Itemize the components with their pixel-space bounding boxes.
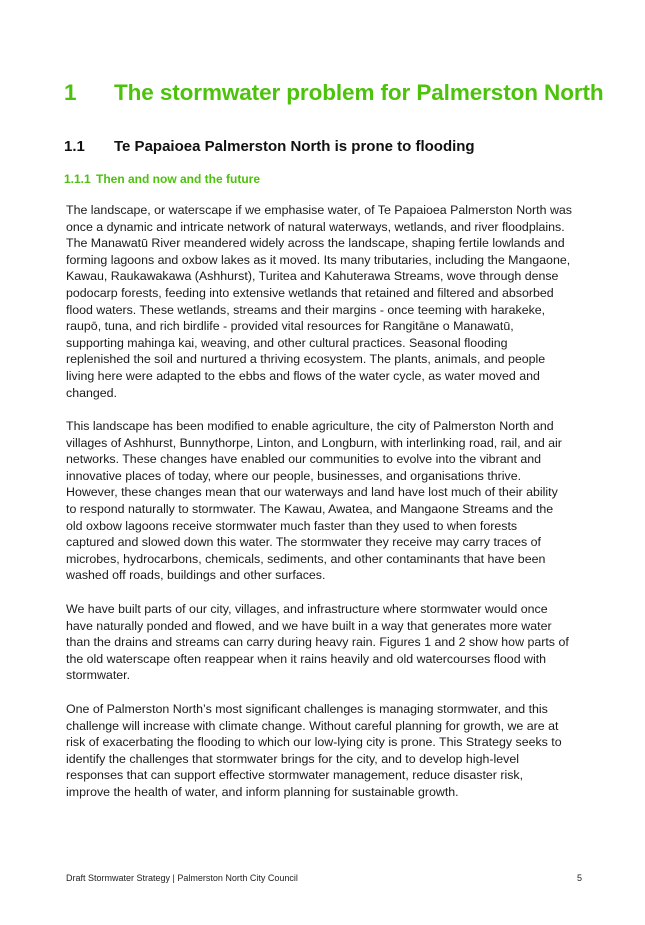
paragraph-line: than the drains and streams can carry during heavy rain. Figures 1 and 2 show how parts of: [66, 635, 569, 650]
paragraph-line: podocarp forests, feeding into extensive wetlands that retained and filtered and absorbed: [66, 285, 554, 300]
paragraph-line: However, these changes mean that our waterways and land have lost much of their ability: [66, 485, 558, 500]
paragraph-line: improve the health of water, and inform planning for sustainable growth.: [66, 784, 459, 799]
paragraph-line: The Manawatū River meandered widely across the landscape, shaping fertile lowlands and: [66, 236, 565, 251]
paragraph-line: identify the challenges that stormwater brings for the city, and to develop high-level: [66, 751, 519, 766]
heading-level-2: [64, 138, 475, 155]
paragraph-line: old oxbow lagoons receive stormwater much faster than they used to when forests: [66, 518, 518, 533]
page-number: 5: [576, 873, 582, 883]
paragraph: [66, 701, 596, 801]
paragraph: [66, 418, 596, 584]
paragraph-line: We have built parts of our city, villages, and infrastructure where stormwater would once: [66, 602, 548, 616]
heading-number: 1.1.1: [64, 172, 91, 186]
paragraph-line: microbes, hydrocarbons, chemicals, sediments, and other contaminants that have been: [66, 551, 546, 566]
paragraph-line: Kawau, Raukawakawa (Ashhurst), Turitea and Kahuterawa Streams, wove through dense: [66, 269, 559, 284]
paragraph-line: This landscape has been modified to enable agriculture, the city of Palmerston North and: [66, 419, 554, 433]
paragraph: [66, 202, 596, 401]
paragraph-line: forming lagoons and oxbow lakes as it moved. Its many tributaries, including the Mangaone,: [66, 252, 571, 267]
paragraph-line: changed.: [66, 385, 117, 400]
paragraph-line: stormwater.: [66, 668, 131, 683]
footer-title: Draft Stormwater Strategy | Palmerston North City Council: [66, 873, 298, 883]
heading-text: Te Papaioea Palmerston North is prone to flooding: [114, 138, 475, 155]
paragraph-line: One of Palmerston North’s most significant challenges is managing stormwater, and this: [66, 702, 548, 716]
paragraph-line: responses that can support effective stormwater management, reduce disaster risk,: [66, 768, 524, 783]
heading-text: Then and now and the future: [96, 172, 260, 186]
heading-number: 1: [64, 80, 77, 105]
heading-level-1: [64, 80, 604, 106]
paragraph-line: the old waterscape often reappear when it rains heavily and old watercourses flood with: [66, 651, 547, 666]
paragraph-line: The landscape, or waterscape if we emphasise water, of Te Papaioea Palmerston North was: [66, 203, 572, 217]
paragraph-line: supporting mahinga kai, weaving, and other cultural practices. Seasonal flooding: [66, 335, 508, 350]
paragraph: [66, 601, 596, 684]
paragraph-line: networks. These changes have enabled our communities to evolve into the vibrant and: [66, 452, 542, 467]
heading-text: The stormwater problem for Palmerston North: [114, 80, 604, 105]
paragraph-line: risk of exacerbating the flooding to which our low-lying city is prone. This Strategy seeks to: [66, 735, 562, 750]
paragraph-line: living here were adapted to the ebbs and flows of the water cycle, as water moved and: [66, 368, 540, 383]
paragraph-line: replenished the soil and nurtured a thriving ecosystem. The plants, animals, and people: [66, 352, 546, 367]
paragraph-line: once a dynamic and intricate network of natural waterways, wetlands, and river floodplains.: [66, 219, 565, 234]
paragraph-line: villages of Ashhurst, Bunnythorpe, Linton, and Longburn, with interlinking road, rail, and air: [66, 435, 562, 450]
paragraph-line: innovative places of today, where our people, businesses, and organisations thrive.: [66, 468, 522, 483]
page-footer: [66, 873, 582, 883]
heading-number: 1.1: [64, 138, 85, 155]
paragraph-line: flood waters. These wetlands, streams and their margins - once teeming with harakeke,: [66, 302, 546, 317]
paragraph-line: have naturally ponded and flowed, and we have built in a way that generates more water: [66, 618, 552, 633]
paragraph-line: challenge will increase with climate change. Without careful planning for growth, we are at: [66, 718, 559, 733]
heading-level-3: [64, 172, 260, 186]
paragraph-line: raupō, tuna, and rich birdlife - provided vital resources for Rangitāne o Manawatū,: [66, 319, 514, 334]
paragraph-line: captured and slowed down this water. The stormwater they receive may carry traces of: [66, 535, 541, 550]
paragraph-line: washed off roads, buildings and other surfaces.: [66, 568, 326, 583]
paragraph-line: to respond naturally to stormwater. The Kawau, Awatea, and Mangaone Streams and the: [66, 501, 554, 516]
